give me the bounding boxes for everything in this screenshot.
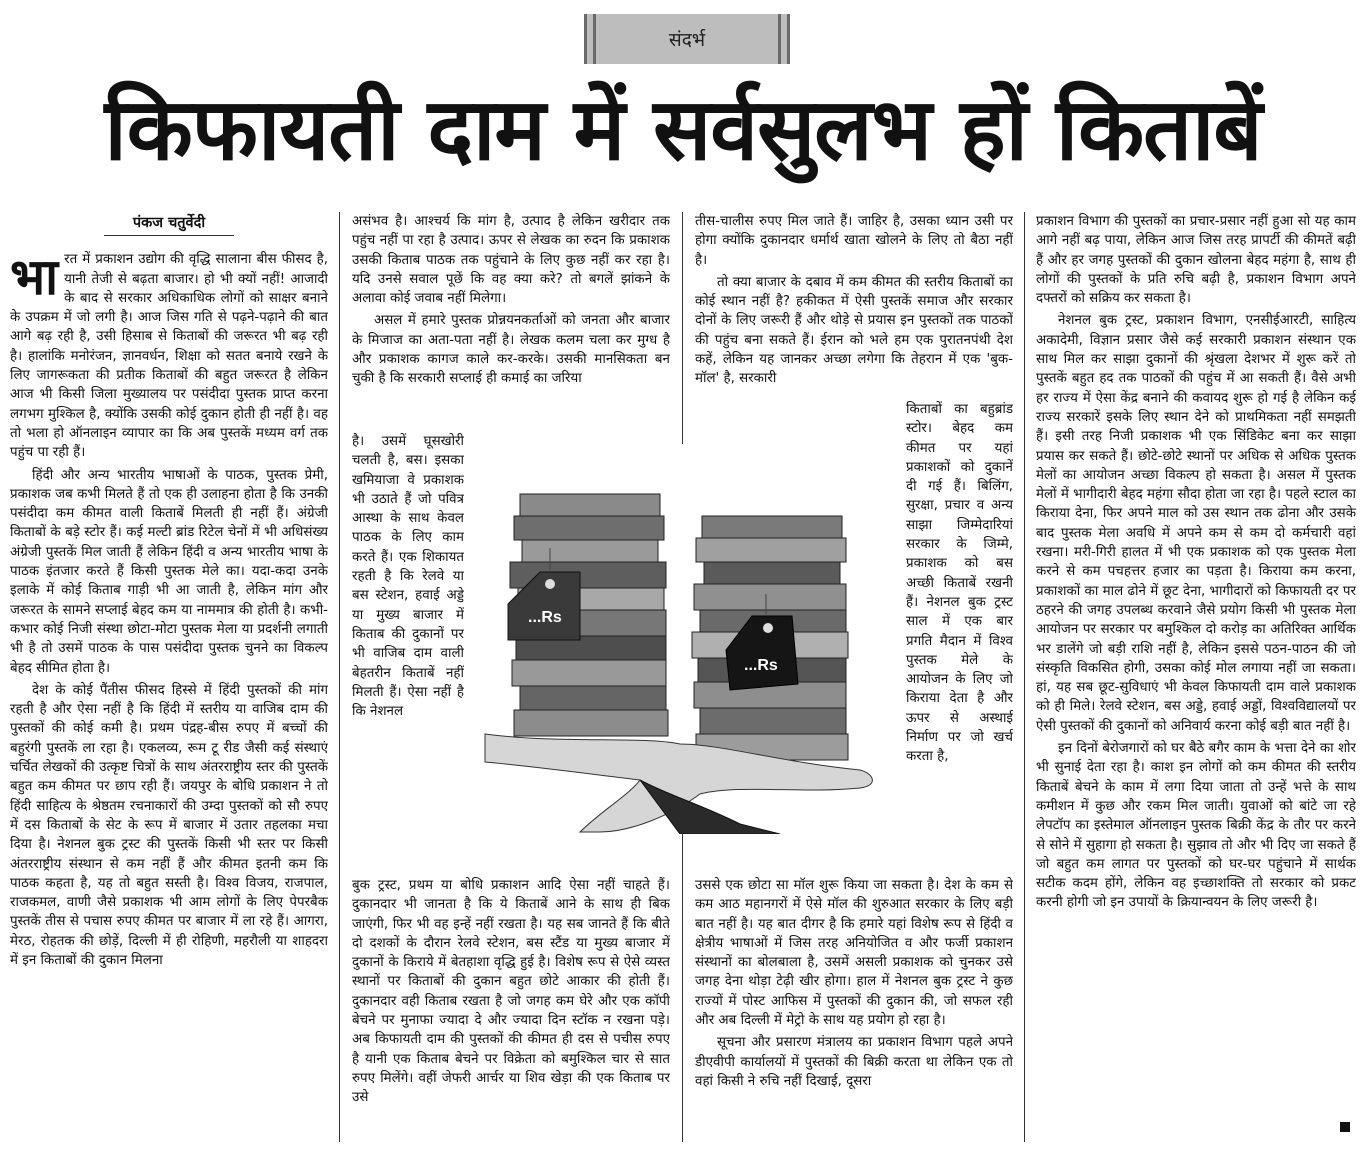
paragraph: असंभव है। आश्चर्य कि मांग है, उत्पाद है लेकिन खरीदार तक पहुंच नहीं पा रहा है उत्पाद। ऊपर से लेखक का रुदन कि प्रकाशक उसकी किताब पाठक तक पहुंचाने के लिए कुछ नहीं कर रहा है। यदि उनसे सवाल पूछें कि वह क्या करे? तो बगलें झांकने के अलावा कोई जवाब नहीं मिलेगा। — [352, 214, 670, 307]
column-2-bottom — [352, 876, 670, 1142]
headline: किफायती दाम में सर्वसुलभ हों किताबें — [104, 80, 1262, 180]
column-2 — [352, 212, 670, 430]
column-1 — [10, 212, 328, 1142]
paragraph: हिंदी और अन्य भारतीय भाषाओं के पाठक, पुस्तक प्रेमी, प्रकाशक जब कभी मिलते हैं तो एक ही उलाहना होता है कि उनकी पसंदीदा कम कीमत वाली किताबें मिलती ही नहीं हैं। अंग्रेजी किताबों के बड़े स्टोर हैं। कई मल्टी ब्रांड रिटेल चेनों में भी अधिसंख्य अंग्रेजी पुस्तकें मिल जाती हैं लेकिन हिंदी व अन्य भारतीय भाषा के पाठक इंतजार करते हैं किसी पुस्तक मेले का। यदा-कदा उनके इलाके में कोई किताब गाड़ी भी आ जाती है, लेकिन मांग और जरूरत के सामने सप्लाई बेहद कम या नाममात्र की होती है। कभी-कभार कोई निजी संस्था छोटा-मोटा पुस्तक मेला या प्रदर्शनी लगाती भी है तो उसमें पाठक के पास पसंदीदा पुस्तक चुनने का विकल्प बेहद सीमित होता है। — [10, 467, 328, 676]
books-illustration-svg — [480, 444, 892, 834]
paragraph: है। उसमें घूसखोरी चलती है, बस। इसका खमियाजा वे प्रकाशक भी उठाते हैं जो पवित्र आस्था के साथ केवल पाठक के लिए काम करते हैं। एक शिकायत रहती है कि रेलवे या बस स्टेशन, हवाई अड्डे या मुख्य बाजार में किताब की दुकानों पर भी वाजिब दाम वाली बेहतरीन किताबें नहीं मिलती हैं। ऐसा नहीं है कि नेशनल — [352, 434, 464, 720]
paragraph: नेशनल बुक ट्रस्ट, प्रकाशन विभाग, एनसीईआरटी, साहित्य अकादेमी, विज्ञान प्रसार जैसे कई सरकारी प्रकाशन संस्थान एक साथ मिल कर साझा दुकानों की श्रृंखला देशभर में शुरू करें तो पुस्तकें बहुत हद तक पाठकों की पहुंच में आ सकती हैं। वैसे अभी हर राज्य में ऐसा केंद्र बनाने की कवायद शुरू हो गई है लेकिन कई राज्य सरकारें इसके लिए स्थान देने को प्राथमिकता नहीं समझती हैं। इसी तरह निजी प्रकाशक भी एक सिंडिकेट बना कर साझा प्रयास कर सकते हैं। छोटे-छोटे स्थानों पर अधिक से अधिक पुस्तक मेलों का आयोजन अच्छा विकल्प हो सकता है। असल में पुस्तक मेलों में भागीदारी बेहद महंगा सौदा होता जा रहा है। पहले स्टाल का किराया देना, फिर अपने माल को उस स्थान तक ढोना और उसके बाद पुस्तक मेला अवधि में अपने कम से कम दो कर्मचारी वहां रखना। मरी-गिरी हालत में भी एक प्रकाशक को एक पुस्तक मेला करने से कम पचहत्तर हजार का पड़ता है। किराया कम करना, प्रकाशकों का माल ढोने में छूट देना, भागीदारों को किफायती दर पर ठहरने की जगह उपलब्ध करवाने जैसे प्रयोग किसी भी पुस्तक मेला आयोजन पर सरकार पर बमुश्किल दो करोड़ का अतिरिक्त आर्थिक भर डालेंगे जो बड़ी राशि नहीं है, लेकिन इससे पठन-पाठन की जो संस्कृति विकसित होगी, उसका कोई मोल लगाया नहीं जा सकता। हां, यह सब छूट-सुविधाएं भी केवल किफायती दाम वाले प्रकाशक को ही मिले। रेलवे स्टेशन, बस अड्डे, हवाई अड्डों, विश्वविद्यालयों पर ऐसी पुस्तकों की दुकानों को अनिवार्य करना कोई बड़ी बात नहीं है। — [1036, 313, 1356, 734]
books-illustration — [480, 444, 892, 834]
column-3-bottom — [695, 876, 1013, 1142]
byline: पंकज चतुर्वेदी — [104, 214, 234, 236]
end-of-article-mark — [1340, 1122, 1350, 1132]
section-kicker — [584, 14, 790, 64]
paragraph: उससे एक छोटा सा मॉल शुरू किया जा सकता है। देश के कम से कम आठ महानगरों में ऐसे मॉल की शुरुआत सरकार के लिए बड़ी बात नहीं है। यह बात दीगर है कि हमारे यहां विशेष रूप से हिंदी व क्षेत्रीय भाषाओं में जिस तरह अनियोजित व और फर्जी प्रकाशन संस्थानों का बोलबाला है, उसमें असली प्रकाशक को चुनकर उसे जगह देना थोड़ा टेढ़ी खीर होगा। हाल में नेशनल बुक ट्रस्ट ने कुछ राज्यों में पोस्ट आफिस में पुस्तकों की दुकान की, जो सफल रही और अब दिल्ली में मेट्रो के साथ यह प्रयोग हो रहा है। — [695, 878, 1013, 1029]
paragraph — [10, 247, 328, 462]
column-rule — [339, 212, 340, 1142]
column-2-narrow — [352, 432, 464, 872]
column-3-narrow — [906, 400, 1013, 872]
paragraph: देश के कोई पैंतीस फीसद हिस्से में हिंदी पुस्तकों की मांग रहती है और ऐसा नहीं है कि हिंदी में स्तरीय या वाजिब दाम की पुस्तकों की कोई कमी है। प्रथम पंद्रह-बीस रुपए में बच्चों की बहुरंगी पुस्तकें ला रहा है। एकलव्य, रूम टू रीड जैसी कई संस्थाएं चर्चित लेखकों की उत्कृष्ट चित्रों के साथ अंतरराष्ट्रीय स्तर की पुस्तकें बहुत कम कीमत पर छाप रही हैं। जयपुर के बोधि प्रकाशन ने तो हिंदी साहित्य के श्रेष्ठतम रचनाकारों की उम्दा पुस्तकों को सौ रुपए में दस किताबों के सेट के रूप में बाजार में उतार तहलका मचा दिया है। नेशनल बुक ट्रस्ट की पुस्तकें किसी भी स्तर पर किसी अंतरराष्ट्रीय संस्थान से कम नहीं हैं और कीमत इतनी कम कि पाठक कहता है, यह तो बहुत सस्ती है। विश्व विजय, राजपाल, राजकमल, वाणी जैसे प्रकाशक भी आम लोगों के लिए पेपरबैक पुस्तकें तीस से पचास रुपए कीमत पर बाजार में ला रहे हैं। आगरा, मेरठ, रोहतक की छोड़ें, दिल्ली में ही रोहिणी, महरौली या शाहदरा में इन किताबों की दुकान मिलना — [10, 682, 328, 968]
paragraph: तीस-चालीस रुपए मिल जाते हैं। जाहिर है, उसका ध्यान उसी पर होगा क्योंकि दुकानदार धर्मार्थ खाता खोलने के लिए तो बैठा नहीं है। — [695, 214, 1013, 268]
dropcap: भा — [10, 247, 59, 307]
column-4 — [1036, 212, 1356, 1142]
kicker-label: संदर्भ — [668, 29, 706, 51]
paragraph: बुक ट्रस्ट, प्रथम या बोधि प्रकाशन आदि ऐसा नहीं चाहते हैं। दुकानदार भी जानता है कि ये किताबें आने के साथ ही बिक जाएंगी, फिर भी वह इन्हें नहीं रखता है। यह सब जानते हैं कि बीते दो दशकों के दौरान रेलवे स्टेशन, बस स्टैंड या मुख्य बाजार में दुकानों के किराये में बेतहाशा वृद्धि हुई है। विशेष रूप से ऐसे व्यस्त स्थानों पर किताबों की दुकान बहुत छोटे आकार की होती हैं। दुकानदार वही किताब रखता है जो जगह कम घेरे और एक कॉपी बेचने पर मुनाफा ज्यादा दे और ज्यादा दिन स्टॉक न रखना पड़े। अब किफायती दाम की पुस्तकों की कीमत ही दस से पचीस रुपए है यानी एक किताब बेचने पर विक्रेता को बमुश्किल चार से सात रुपए मिलेंगे। वहीं जेफरी आर्चर या शिव खेड़ा की एक किताब पर उसे — [352, 878, 670, 1106]
column-rule — [1024, 212, 1025, 1142]
column-3 — [695, 212, 1013, 398]
price-tag-left-label: ...Rs — [528, 609, 562, 626]
price-tag-right-label: ...Rs — [744, 657, 778, 674]
paragraph-text: रत में प्रकाशन उद्योग की वृद्धि सालाना बीस फीसद है, यानी तेजी से बढ़ता बाजार। हो भी क्यों नहीं! आजादी के बाद से सरकार अधिकाधिक लोगों को साक्षर बनाने के उपक्रम में जो लगी है। आज जिस गति से पढ़ने-पढ़ाने की बात आगे बढ़ रही है, उसी हिसाब से किताबों की जरूरत भी बढ़ रही है। हालांकि मनोरंजन, ज्ञानवर्धन, शिक्षा को सतत बनाये रखने के लिए जागरूकता की प्रतीक किताबों की बहुत जरूरत है लेकिन आज भी किसी जिला मुख्यालय पर पसंदीदा पुस्तक प्राप्त करना लगभग मुश्किल है, क्योंकि उसकी कोई दुकान होती ही नहीं है। वह तो भला हो ऑनलाइन व्यापार का कि अब पुस्तकें मध्यम वर्ग तक पहुंच पा रही हैं। — [10, 252, 328, 461]
paragraph: सूचना और प्रसारण मंत्रालय का प्रकाशन विभाग पहले अपने डीएवीपी कार्यालयों में पुस्तकों की बिक्री करता था लेकिन एक तो वहां किसी ने रुचि नहीं दिखाई, दूसरा — [695, 1035, 1013, 1089]
paragraph: प्रकाशन विभाग की पुस्तकों का प्रचार-प्रसार नहीं हुआ सो यह काम आगे नहीं बढ़ पाया, लेकिन आज जिस तरह प्रापर्टी की कीमतें बढ़ी हैं और हर जगह पुस्तकों की दुकान खोलना बेहद महंगा है, साथ ही लोगों की पुस्तकों के प्रति रुचि बढ़ी है, प्रकाशन विभाग अपने दफ्तरों को सक्रिय कर सकता है। — [1036, 214, 1356, 307]
paragraph: इन दिनों बेरोजगारों को घर बैठे बगैर काम के भत्ता देने का शोर भी सुनाई देता रहा है। काश इन लोगों को कम कीमत की स्तरीय किताबें बेचने के काम में लगा दिया जाता तो उन्हें भत्ते के साथ कमीशन में कुछ और रकम मिल जाती। युवाओं को बांटे जा रहे लेपटॉप का इस्तेमाल ऑनलाइन पुस्तक बिक्री केंद्र के तौर पर करने से सोने में सुहागा हो सकता है। सुझाव तो और भी दिए जा सकते हैं जो बहुत कम लागत पर पुस्तकों को घर-घर पहुंचाने में सार्थक सटीक कदम होंगे, लेकिन वह इच्छाशक्ति तो सरकार को प्रकट करनी होगी जो इन उपायों के क्रियान्वयन के लिए जरूरी है। — [1036, 741, 1356, 911]
paragraph: तो क्या बाजार के दबाव में कम कीमत की स्तरीय किताबों का कोई स्थान नहीं है? हकीकत में ऐसी पुस्तकें समाज और सरकार दोनों के लिए जरूरी हैं और थोड़े से प्रयास इन पुस्तकों तक पाठकों की पहुंच बना सकते हैं। ईरान को भले हम एक पुरातनपंथी देश कहें, लेकिन यह जानकर अच्छा लगेगा कि तेहरान में एक 'बुक-मॉल' है, सरकारी — [695, 274, 1013, 387]
paragraph: किताबों का बहुब्रांड स्टोर। बेहद कम कीमत पर यहां प्रकाशकों को दुकानें दी गई हैं। बिलिंग, सुरक्षा, प्रचार व अन्य साझा जिम्मेदारियां सरकार के जिम्मे, प्रकाशक को बस अच्छी किताबें रखनी हैं। नेशनल बुक ट्रस्ट साल में एक बार प्रगति मैदान में विश्व पुस्तक मेले के आयोजन के लिए जो किराया देता है और ऊपर से अस्थाई निर्माण पर जो खर्च करता है, — [906, 402, 1013, 765]
paragraph: असल में हमारे पुस्तक प्रोन्नयनकर्ताओं को जनता और बाजार के मिजाज का अता-पता नहीं है। लेखक कलम चला कर मुग्ध है और प्रकाशक कागज काले कर-करके। उसकी मानसिकता बन चुकी है कि सरकारी सप्लाई ही कमाई का जरिया — [352, 313, 670, 387]
